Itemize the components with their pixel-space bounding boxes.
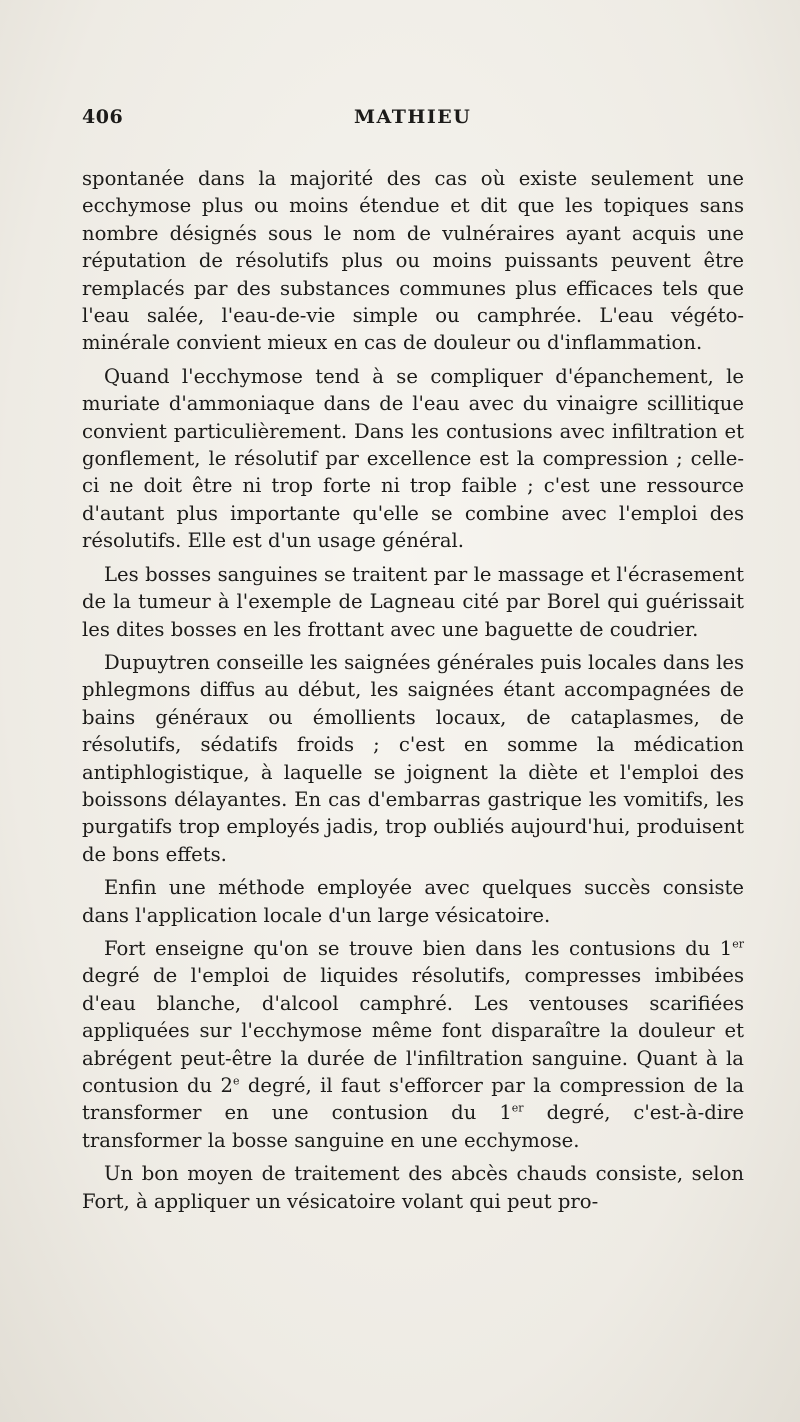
body-text [82, 165, 744, 1215]
superscript: er [511, 1101, 524, 1115]
text-run: degré, c'est-à-dire transformer la bosse sanguine en une ecchymose. [82, 1101, 745, 1152]
superscript: e [233, 1074, 240, 1088]
text-run: degré, il faut s'efforcer par la compression de la transformer en une contusion du 1 [82, 1074, 744, 1125]
text-run: Fort enseigne qu'on se trouve bien dans les contusions du 1 [104, 936, 733, 960]
running-head: MATHIEU [354, 106, 472, 128]
page-header [82, 106, 742, 136]
paragraph: Un bon moyen de traitement des abcès chauds consiste, selon Fort, à appliquer un vésicatoire volant qui peut pro- [82, 1162, 744, 1213]
paragraph: Les bosses sanguines se traitent par le massage et l'écrasement de la tumeur à l'exemple de Lagneau cité par Borel qui guérissait les dites bosses en les frottant avec une baguette de coudrier. [82, 562, 744, 641]
paragraph: Quand l'ecchymose tend à se compliquer d'épanchement, le muriate d'ammoniaque dans de l'eau avec du vinaigre scillitique convient particulièrement. Dans les contusions avec infiltration et gonflement, le résolutif par excellence est la compression ; celle-ci ne doit être ni trop forte ni trop faible ; c'est une ressource d'autant plus importante qu'elle se combine avec l'emploi des résolutifs. Elle est d'un usage général. [82, 364, 744, 553]
page-number: 406 [82, 106, 124, 128]
paragraph: Enfin une méthode employée avec quelques succès consiste dans l'application locale d'un large vésicatoire. [82, 876, 744, 927]
paragraph: Dupuytren conseille les saignées générales puis locales dans les phlegmons diffus au début, les saignées étant accompagnées de bains généraux ou émollients locaux, de cataplasmes, de résolutifs, sédatifs froids ; c'est en somme la médication antiphlogistique, à laquelle se joignent la diète et l'emploi des boissons délayantes. En cas d'embarras gastrique les vomitifs, les purgatifs trop employés jadis, trop oubliés aujourd'hui, produisent de bons effets. [82, 650, 744, 866]
paragraph [82, 935, 744, 1154]
superscript: er [732, 937, 744, 951]
text-run: degré de l'emploi de liquides résolutifs, compresses imbibées d'eau blanche, d'alcool camphré. Les ventouses scarifiées appliquées sur l'ecchymose même font disparaître la douleur et abrégent peut-être la durée de l'infiltration sanguine. Quant à la contusion du 2 [82, 964, 744, 1097]
paragraph: spontanée dans la majorité des cas où existe seulement une ecchymose plus ou moins étendue et dit que les topiques sans nombre désignés sous le nom de vulnéraires ayant acquis une réputation de résolutifs plus ou moins puissants peuvent être remplacés par des substances communes plus efficaces tels que l'eau salée, l'eau-de-vie simple ou camphrée. L'eau végéto-minérale convient mieux en cas de douleur ou d'inflammation. [82, 167, 744, 355]
